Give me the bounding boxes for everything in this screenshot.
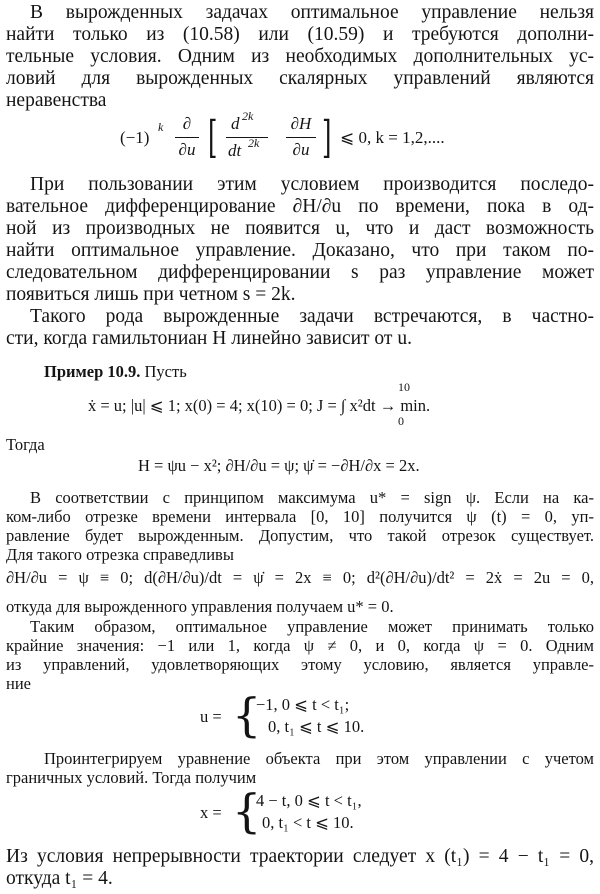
p8-line-2: откуда t₁ = 4. — [6, 868, 113, 889]
p4-line-4: Для такого отрезка справедливы — [6, 545, 234, 564]
ineq-bracket-right: ] — [322, 112, 332, 163]
p1-line-1: В вырожденных задачах оптимальное управление нельзя — [30, 2, 594, 23]
ineq-exp-k: k — [158, 120, 164, 134]
p2-line-4: найти оптимальное управление. Доказано, что при таком по- — [6, 240, 594, 261]
formula-inequality — [0, 108, 600, 170]
ineq-d1-den: ∂u — [178, 140, 196, 159]
example-intro: Пусть — [144, 362, 187, 381]
p1-line-3: тельные условия. Одним из необходимых дополнительных ус- — [6, 46, 594, 67]
ineq-d2-num-exp: 2k — [242, 109, 254, 123]
ineq-d3-den: ∂u — [292, 140, 310, 159]
p2-line-6: появиться лишь при четном s = 2k. — [6, 284, 296, 305]
p4-line-1: В соответствии с принципом максимума u* = sign ψ. Если на ка- — [30, 488, 594, 507]
integral-upper-limit: 10 — [398, 380, 410, 394]
p8-line-1: Из условия непрерывности траектории следует x (t₁) = 4 − t₁ = 0, — [6, 846, 594, 867]
p2-line-1: При пользовании этим условием производится последо- — [30, 174, 594, 195]
p4-line-2: ком-либо отрезке времени интервала [0, 10] получится ψ (t) = 0, уп- — [6, 507, 594, 526]
control-case-2: 0, t₁ ⩽ t ⩽ 10. — [268, 717, 365, 736]
ineq-d2-num: d — [231, 114, 240, 133]
trajectory-lhs: x = — [200, 803, 222, 822]
p6-line-1: Таким образом, оптимальное управление может принимать только — [30, 617, 594, 636]
p1-line-2: найти только из (10.58) или (10.59) и требуются дополни- — [6, 24, 594, 45]
example-heading — [44, 363, 187, 381]
ineq-d1-num: ∂ — [182, 114, 192, 133]
p7-line-2: граничных условий. Тогда получим — [6, 768, 257, 787]
formula-trajectory-piecewise — [0, 784, 600, 838]
ineq-suffix: ⩽ 0, k = 1,2,.... — [340, 128, 445, 147]
derivative-chain-equation: ∂H/∂u = ψ ≡ 0; d(∂H/∂u)/dt = ψ̇ = 2x ≡ 0; d²(∂H/∂u)/dt² = 2ẋ = 2u = 0, — [6, 568, 594, 587]
trajectory-case-1: 4 − t, 0 ⩽ t < t₁, — [256, 791, 362, 810]
formula-problem — [0, 380, 600, 426]
ineq-d2-den-exp: 2k — [248, 136, 260, 150]
ineq-bracket-left: [ — [208, 112, 218, 163]
p3-line-2: сти, когда гамильтониан H линейно зависит от u. — [6, 328, 412, 349]
p2-line-3: ной из производных не появится u, что и даст возможность — [6, 218, 594, 239]
ineq-d2-den: dt — [228, 141, 242, 160]
trajectory-brace: { — [232, 784, 262, 838]
p4-line-3: равление будет вырожденным. Допустим, что такой отрезок существует. — [6, 526, 594, 545]
p6-line-3: из управлений, удовлетворяющих этому условию, является управле- — [6, 655, 594, 674]
hamiltonian-equation: H = ψu − x²; ∂H/∂u = ψ; ψ̇ = −∂H/∂x = 2x. — [138, 456, 420, 475]
ineq-d1-bar — [175, 137, 199, 138]
ineq-d2-bar — [226, 137, 268, 138]
p2-line-2: вательное дифференцирование ∂H/∂u по времени, пока в од- — [6, 196, 594, 217]
problem-equation: ẋ = u; |u| ⩽ 1; x(0) = 4; x(10) = 0; J = ∫ x²dt → min. — [88, 396, 431, 415]
p6-line-2: крайние значения: −1 или 1, когда ψ ≠ 0, и 0, когда ψ = 0. Одним — [6, 636, 594, 655]
control-brace: { — [232, 688, 262, 742]
p6-line-4: ние — [6, 674, 31, 693]
then-label: Тогда — [6, 435, 45, 454]
control-lhs: u = — [200, 707, 222, 726]
ineq-d3-num: ∂H — [290, 114, 312, 133]
integral-lower-limit: 0 — [398, 414, 404, 428]
trajectory-case-2: 0, t₁ < t ⩽ 10. — [262, 813, 354, 832]
p1-line-5: неравенства — [6, 90, 107, 111]
p1-line-4: ловий для вырожденных скалярных управлений являются — [6, 68, 594, 89]
ineq-prefix: (−1) — [120, 128, 150, 147]
p5-line: откуда для вырожденного управления получаем u* = 0. — [6, 597, 394, 616]
example-label: Пример 10.9. — [44, 362, 141, 381]
control-case-1: −1, 0 ⩽ t < t₁; — [256, 695, 350, 714]
p7-line-1: Проинтегрируем уравнение объекта при этом управлении с учетом — [44, 749, 594, 768]
ineq-d3-bar — [286, 137, 316, 138]
formula-control-piecewise — [0, 688, 600, 742]
p2-line-5: следовательном дифференцировании s раз управление может — [6, 262, 594, 283]
p3-line-1: Такого рода вырожденные задачи встречаются, в частно- — [30, 306, 594, 327]
